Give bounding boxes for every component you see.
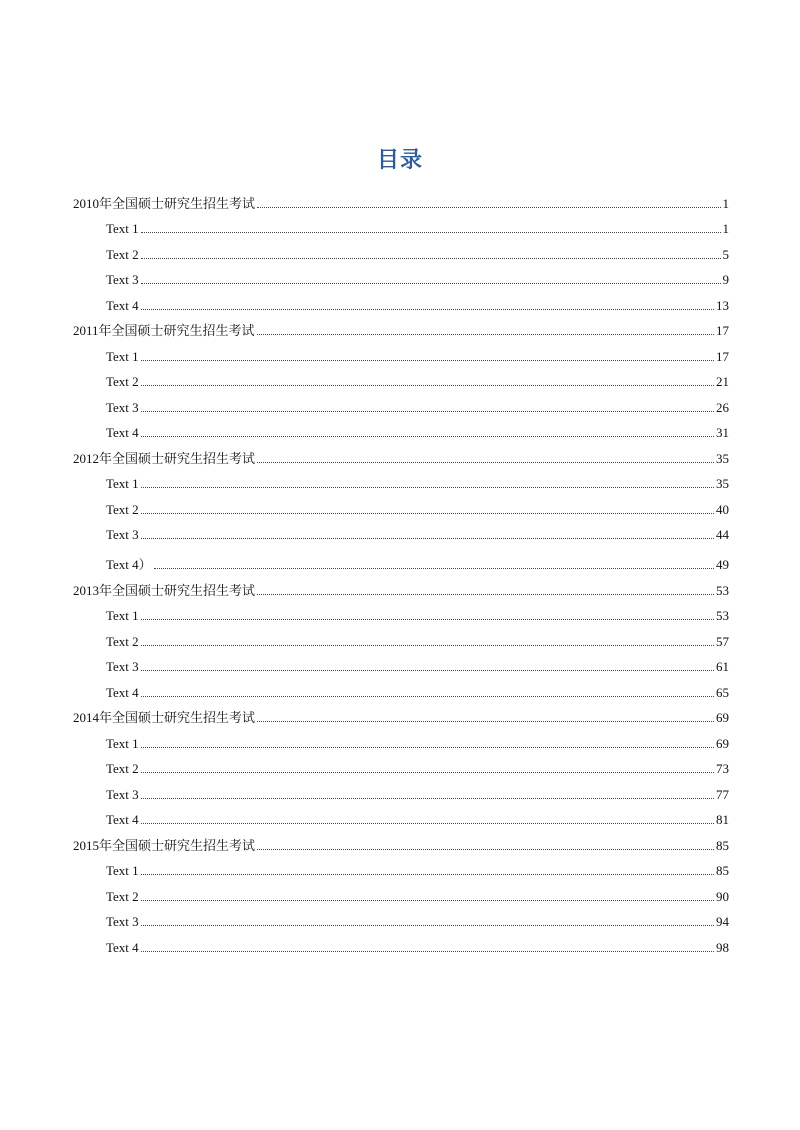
dot-leader <box>154 568 714 569</box>
toc-label: 2011年全国硕士研究生招生考试 <box>73 323 255 338</box>
toc-entry-0-3[interactable] <box>73 288 729 314</box>
toc-label: Text 4 <box>106 939 139 955</box>
page-number: 5 <box>722 246 729 262</box>
toc-entry-3-3[interactable] <box>73 675 729 701</box>
toc-section-2[interactable] <box>73 441 729 467</box>
toc-entry-4-3[interactable] <box>73 803 729 829</box>
toc-label: 2013年全国硕士研究生招生考试 <box>73 582 256 598</box>
toc-label: Text 4 <box>106 684 139 700</box>
page-number: 13 <box>716 297 729 313</box>
page-number: 85 <box>716 837 729 853</box>
toc-label: Text 2 <box>106 374 139 389</box>
page-number: 35 <box>716 450 729 466</box>
toc-entry-4-1[interactable] <box>73 752 729 778</box>
toc-section-3[interactable] <box>73 573 729 599</box>
toc-label: 2014年全国硕士研究生招生考试 <box>73 710 256 725</box>
dot-leader <box>141 747 714 748</box>
dot-leader <box>257 462 714 463</box>
dot-leader <box>141 513 714 514</box>
toc-label: Text 1 <box>106 348 139 364</box>
page-number: 77 <box>716 786 729 802</box>
toc-entry-1-0[interactable] <box>73 339 729 365</box>
page-title: 目录 <box>376 148 423 173</box>
toc-entry-2-1[interactable] <box>73 492 729 518</box>
dot-leader <box>141 436 714 437</box>
toc-label: Text 2 <box>106 761 139 776</box>
toc-entry-4-0[interactable] <box>73 726 729 752</box>
toc-section-4[interactable] <box>73 701 729 727</box>
toc-label: Text 2 <box>106 246 139 262</box>
page-number: 1 <box>722 221 729 236</box>
toc-section-0[interactable] <box>73 186 729 212</box>
toc-entry-4-2[interactable] <box>73 777 729 803</box>
dot-leader <box>141 900 714 901</box>
toc-entry-5-2[interactable] <box>73 905 729 931</box>
dot-leader <box>141 645 714 646</box>
dot-leader <box>141 925 714 926</box>
toc-label: Text 3 <box>106 786 139 802</box>
dot-leader <box>141 411 714 412</box>
page-number: 17 <box>716 348 729 364</box>
page-number: 94 <box>716 914 729 929</box>
page-number: 21 <box>716 374 729 389</box>
toc-label: Text 3 <box>106 914 139 929</box>
page-number: 44 <box>716 527 729 542</box>
toc-label: Text 1 <box>106 476 139 491</box>
toc-label: Text 3 <box>106 659 139 674</box>
toc-label: Text 3 <box>106 399 139 415</box>
toc-entry-0-0[interactable] <box>73 212 729 238</box>
dot-leader <box>141 874 714 875</box>
page-number: 17 <box>716 323 729 338</box>
page-number: 61 <box>716 659 729 674</box>
toc-entry-0-2[interactable] <box>73 263 729 289</box>
toc-entry-2-0[interactable] <box>73 467 729 493</box>
toc-label: Text 3 <box>106 272 139 287</box>
toc-label: Text 2 <box>106 888 139 904</box>
toc-entry-1-1[interactable] <box>73 365 729 391</box>
toc-entry-2-2[interactable] <box>73 518 729 544</box>
page-number: 85 <box>716 863 729 878</box>
page-number: 69 <box>716 710 729 725</box>
page-number: 98 <box>716 939 729 955</box>
toc-label: Text 2 <box>106 633 139 649</box>
toc-label: 2010年全国硕士研究生招生考试 <box>73 195 256 211</box>
dot-leader <box>141 823 714 824</box>
dot-leader <box>141 696 714 697</box>
page-number: 53 <box>716 582 729 598</box>
toc-label: Text 1 <box>106 735 139 751</box>
dot-leader <box>257 334 714 335</box>
table-of-contents <box>73 186 729 956</box>
toc-label: Text 2 <box>106 501 139 517</box>
toc-entry-5-1[interactable] <box>73 879 729 905</box>
toc-label: Text 1 <box>106 221 139 236</box>
toc-section-1[interactable] <box>73 314 729 340</box>
page-number: 90 <box>716 888 729 904</box>
page-number: 69 <box>716 735 729 751</box>
dot-leader <box>141 385 714 386</box>
toc-label: Text 3 <box>106 527 139 542</box>
dot-leader <box>257 849 714 850</box>
toc-entry-3-0[interactable] <box>73 599 729 625</box>
page-number: 35 <box>716 476 729 491</box>
toc-label: Text 4 <box>106 297 139 313</box>
page-number: 40 <box>716 501 729 517</box>
dot-leader <box>141 283 721 284</box>
page-number: 9 <box>722 272 729 287</box>
dot-leader <box>141 951 714 952</box>
toc-entry-2-3[interactable] <box>73 543 729 573</box>
dot-leader <box>141 772 714 773</box>
page-number: 65 <box>716 684 729 700</box>
page-number: 49 <box>716 557 729 572</box>
dot-leader <box>141 258 721 259</box>
toc-label: 2012年全国硕士研究生招生考试 <box>73 450 256 466</box>
page-number: 26 <box>716 399 729 415</box>
toc-label: Text 1 <box>106 863 139 878</box>
dot-leader <box>141 798 714 799</box>
toc-label: Text 1 <box>106 608 139 623</box>
toc-entry-3-1[interactable] <box>73 624 729 650</box>
dot-leader <box>141 232 721 233</box>
page-number: 53 <box>716 608 729 623</box>
dot-leader <box>141 619 714 620</box>
page-number: 31 <box>716 425 729 440</box>
dot-leader <box>141 670 714 671</box>
toc-entry-0-1[interactable] <box>73 237 729 263</box>
toc-label: Text 4 <box>106 812 139 827</box>
dot-leader <box>141 538 714 539</box>
toc-label: Text 4） <box>106 557 152 572</box>
dot-leader <box>257 594 714 595</box>
toc-entry-5-3[interactable] <box>73 930 729 956</box>
dot-leader <box>257 207 720 208</box>
toc-entry-3-2[interactable] <box>73 650 729 676</box>
dot-leader <box>257 721 714 722</box>
page-number: 1 <box>722 195 729 211</box>
toc-label: 2015年全国硕士研究生招生考试 <box>73 837 256 853</box>
toc-entry-5-0[interactable] <box>73 854 729 880</box>
toc-section-5[interactable] <box>73 828 729 854</box>
dot-leader <box>141 309 714 310</box>
page-number: 57 <box>716 633 729 649</box>
toc-label: Text 4 <box>106 425 139 440</box>
dot-leader <box>141 487 714 488</box>
toc-entry-1-2[interactable] <box>73 390 729 416</box>
page-number: 81 <box>716 812 729 827</box>
dot-leader <box>141 360 714 361</box>
toc-entry-1-3[interactable] <box>73 416 729 442</box>
page-number: 73 <box>716 761 729 776</box>
